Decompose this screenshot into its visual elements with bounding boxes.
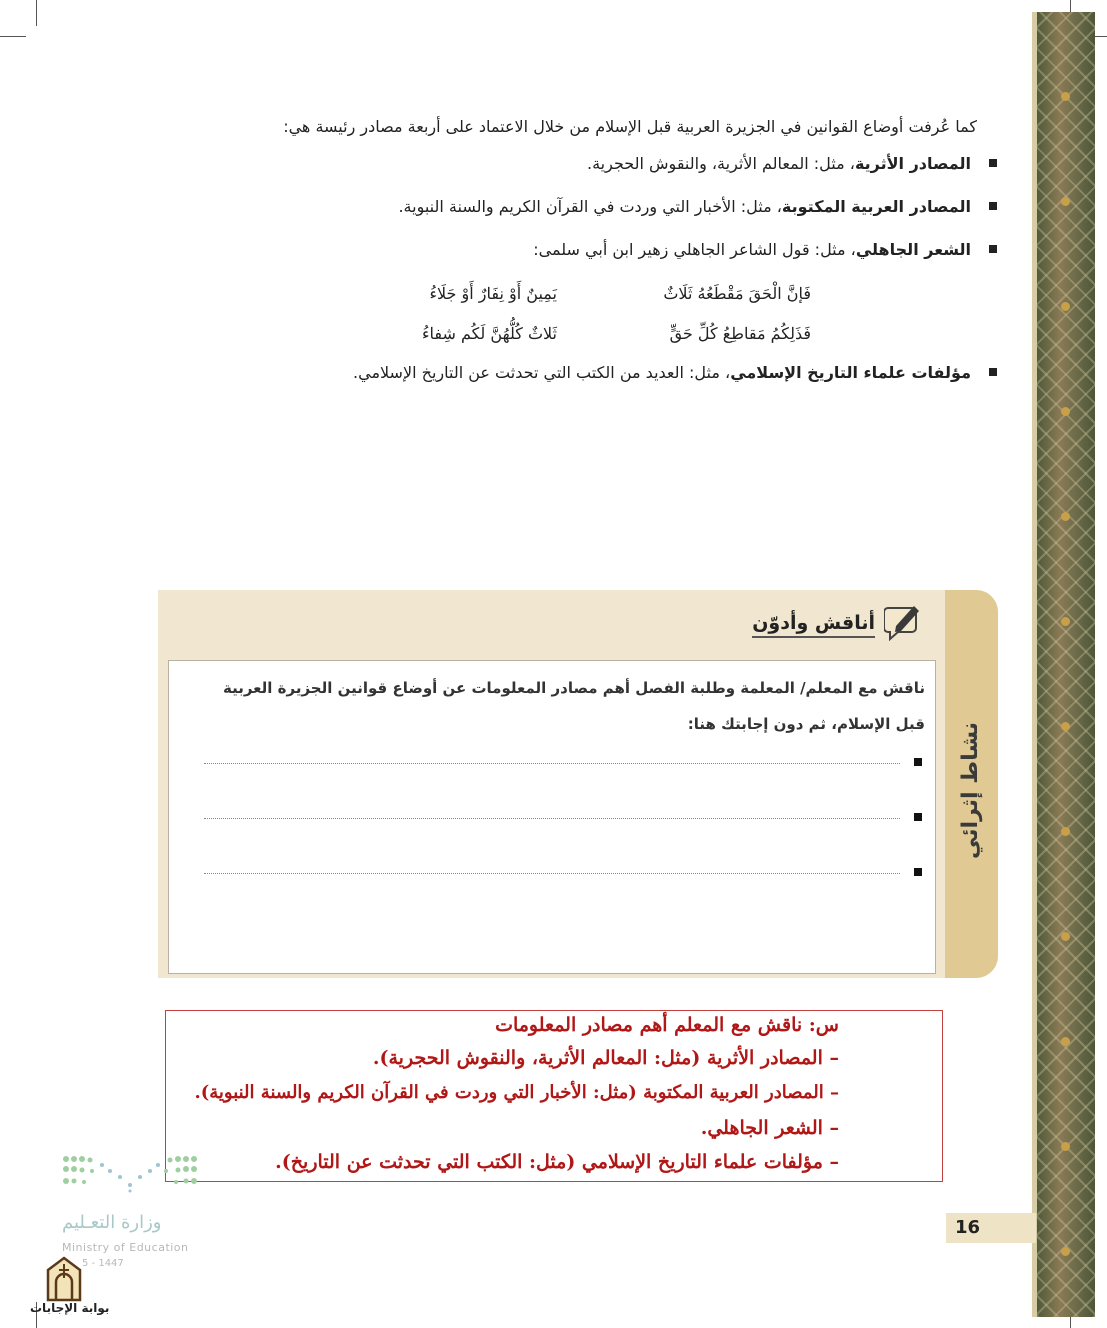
source-title: الشعر الجاهلي — [855, 240, 971, 259]
answer-line[interactable] — [204, 818, 900, 819]
crop-mark — [0, 36, 26, 37]
bullet-icon — [914, 868, 922, 876]
activity-prompt: ناقش مع المعلم/ المعلمة وطلبة الفصل أهم مصادر المعلومات عن أوضاع قوانين الجزيرة العربية — [223, 679, 925, 697]
bullet-icon — [989, 159, 997, 167]
answer-line[interactable] — [204, 873, 900, 874]
source-title: المصادر الأثرية — [854, 154, 971, 173]
source-desc: ، مثل: العديد من الكتب التي تحدثت عن التاريخ الإسلامي. — [353, 363, 731, 382]
pencil-note-icon — [884, 602, 922, 642]
answer-item: – المصادر الأثرية (مثل: المعالم الأثرية، والنقوش الحجرية). — [372, 1047, 839, 1069]
activity-title: أناقش وأدوّن — [752, 612, 875, 638]
answer-question: س: ناقش مع المعلم أهم مصادر المعلومات — [495, 1014, 839, 1036]
poem-verse-1-left: يَمِينٌ أَوْ نِفَارٌ أَوْ جَلَاءُ — [429, 284, 557, 303]
poem-verse-2-left: ثَلاثٌ كُلُّهُنَّ لَكُم شِفاءُ — [421, 324, 557, 343]
answer-box[interactable] — [168, 660, 936, 974]
edition-year: 5 - 1447 — [82, 1258, 124, 1269]
bullet-icon — [914, 813, 922, 821]
ministry-name-en: Ministry of Education — [62, 1241, 189, 1254]
ministry-logo-icon — [62, 1155, 198, 1195]
bullet-icon — [989, 368, 997, 376]
site-logo-icon — [44, 1256, 84, 1302]
source-desc: ، مثل: المعالم الأثرية، والنقوش الحجرية. — [587, 154, 855, 173]
bullet-icon — [914, 758, 922, 766]
source-item — [398, 197, 971, 216]
page-number: 16 — [955, 1217, 981, 1238]
bullet-icon — [989, 202, 997, 210]
site-name: بوابة الإجابات — [30, 1301, 110, 1315]
poem-verse-2-right: فَذَلِكُمُ مَقاطِعُ كُلِّ حَقٍّ — [669, 324, 811, 343]
ministry-name-ar: وزارة التعـليم — [62, 1212, 162, 1233]
answer-item: – الشعر الجاهلي. — [700, 1117, 839, 1139]
intro-text: كما عُرفت أوضاع القوانين في الجزيرة العربية قبل الإسلام من خلال الاعتماد على أربعة مصادر رئيسة هي: — [283, 117, 977, 136]
source-title: المصادر العربية المكتوبة — [781, 197, 971, 216]
answer-item: – مؤلفات علماء التاريخ الإسلامي (مثل: الكتب التي تحدثت عن التاريخ). — [275, 1151, 839, 1173]
bullet-icon — [989, 245, 997, 253]
activity-tab-label: نشاط إثرائي — [957, 721, 983, 859]
source-title: مؤلفات علماء التاريخ الإسلامي — [730, 363, 971, 382]
source-desc: ، مثل: الأخبار التي وردت في القرآن الكريم والسنة النبوية. — [398, 197, 782, 216]
answer-item: – المصادر العربية المكتوبة (مثل: الأخبار التي وردت في القرآن الكريم والسنة النبوية). — [194, 1082, 839, 1103]
source-item — [533, 240, 971, 259]
decorative-border — [1037, 12, 1095, 1317]
activity-prompt: قبل الإسلام، ثم دون إجابتك هنا: — [687, 715, 925, 733]
source-item — [587, 154, 971, 173]
source-desc: ، مثل: قول الشاعر الجاهلي زهير ابن أبي سلمى: — [533, 240, 856, 259]
poem-verse-1-right: فَإنَّ الْحَقَ مَقْطَعُهُ ثَلَاثٌ — [663, 284, 811, 303]
crop-mark — [36, 0, 37, 26]
answer-line[interactable] — [204, 763, 900, 764]
source-item — [353, 363, 971, 382]
